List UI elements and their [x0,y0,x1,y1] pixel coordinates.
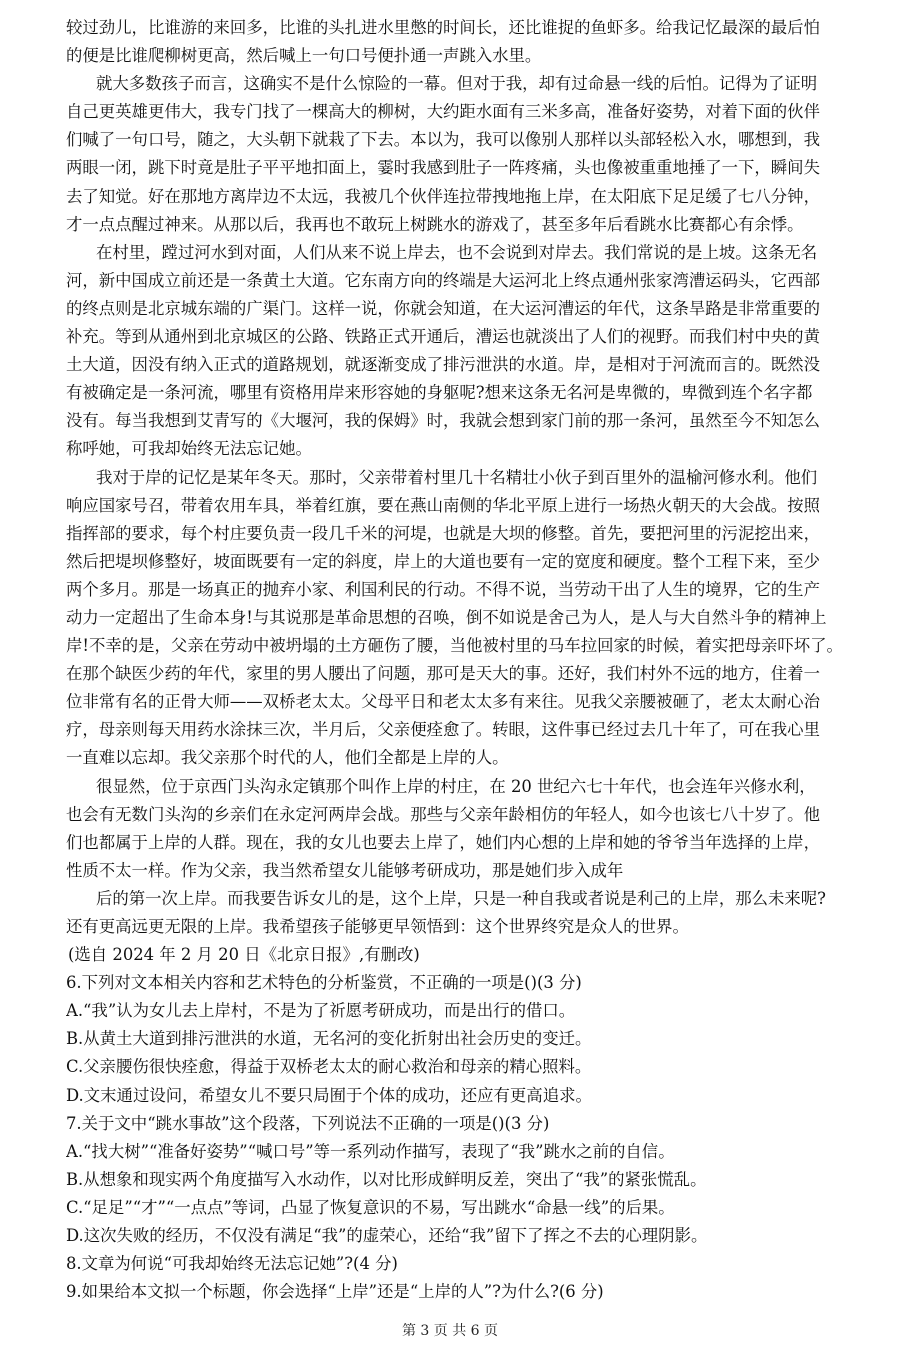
question-9: 9.如果给本文拟一个标题，你会选择“上岸”还是“上岸的人”?为什么?(6 分) [66,1282,604,1302]
body-line: 没有。每当我想到艾青写的《大堰河，我的保姆》时，我就会想到家门前的那一条河，虽然至今不知怎么 [66,411,820,431]
question-8: 8.文章为何说“可我却始终无法忘记她”?(4 分) [66,1254,398,1274]
body-line: 去了知觉。好在那地方离岸边不太远，我被几个伙伴连拉带拽地拖上岸，在太阳底下足足缓了七八分钟， [66,186,820,206]
option-6b: B.从黄土大道到排污泄洪的水道，无名河的变化折射出社会历史的变迁。 [66,1029,592,1049]
body-line: 性质不太一样。作为父亲，我当然希望女儿能够考研成功，那是她们步入成年 [66,860,624,880]
paragraph-start: 就大多数孩子而言，这确实不是什么惊险的一幕。但对于我，却有过命悬一线的后怕。记得为了证明 [96,74,818,94]
paragraph-start: 后的第一次上岸。而我要告诉女儿的是，这个上岸，只是一种自我或者说是利己的上岸，那么未来呢? [96,888,826,908]
body-line: 一直难以忘却。我父亲那个时代的人，他们全都是上岸的人。 [66,748,509,768]
option-6c: C.父亲腰伤很快痊愈，得益于双桥老太太的耐心救治和母亲的精心照料。 [66,1057,592,1077]
body-line: 河，新中国成立前还是一条黄土大道。它东南方向的终端是大运河北上终点通州张家湾漕运码头，它西部 [66,270,820,290]
question-7: 7.关于文中“跳水事故”这个段落，下列说法不正确的一项是()(3 分) [66,1113,550,1133]
option-6a: A.“我”认为女儿去上岸村，不是为了祈愿考研成功，而是出行的借口。 [66,1001,576,1021]
body-line: 两眼一闭，跳下时竟是肚子平平地扣面上，霎时我感到肚子一阵疼痛，头也像被重重地捶了一下，瞬间失 [66,158,820,178]
body-line: 较过劲儿，比谁游的来回多，比谁的头扎进水里憋的时间长，还比谁捉的鱼虾多。给我记忆最深的最后怕 [66,18,820,37]
body-line: 还有更高远更无限的上岸。我希望孩子能够更早领悟到：这个世界终究是众人的世界。 [66,917,689,936]
body-line: 然后把堤坝修整好，坡面既要有一定的斜度，岸上的大道也要有一定的宽度和硬度。整个工程下来，至少 [66,551,820,571]
body-line: 指挥部的要求，每个村庄要负责一段几千米的河堤，也就是大坝的修整。首先，要把河里的污泥挖出来， [66,523,820,543]
page-footer: 第 3 页 共 6 页 [401,1323,499,1339]
body-line: 动力一定超出了生命本身!与其说那是革命思想的召唤，倒不如说是舍己为人，是人与大自然斗争的精神上 [66,607,827,627]
paragraph-start: 我对于岸的记忆是某年冬天。那时，父亲带着村里几十名精壮小伙子到百里外的温榆河修水利。他们 [96,467,818,487]
body-line: 在那个缺医少药的年代，家里的男人腰出了问题，那可是天大的事。还好，我们村外不远的地方，住着一 [66,664,820,684]
body-line: 响应国家号召，带着农用车具，举着红旗，要在燕山南侧的华北平原上进行一场热火朝天的大会战。按照 [66,495,820,515]
question-6: 6.下列对文本相关内容和艺术特色的分析鉴赏，不正确的一项是()(3 分) [66,973,582,993]
body-line: 两个多月。那是一场真正的抛弃小家、利国利民的行动。不得不说，当劳动干出了人生的境界，它的生产 [66,579,820,599]
body-line: 们喊了一句口号，随之，大头朝下就栽了下去。本以为，我可以像别人那样以头部轻松入水，哪想到，我 [66,130,820,150]
body-line: 疗，母亲则每天用药水涂抹三次，半月后，父亲便痊愈了。转眼，这件事已经过去几十年了，可在我心里 [66,720,820,740]
option-7b: B.从想象和现实两个角度描写入水动作，以对比形成鲜明反差，突出了“我”的紧张慌乱。 [66,1169,707,1189]
body-line: 位非常有名的正骨大师——双桥老太太。父母平日和老太太多有来往。见我父亲腰被砸了，老太太耐心治 [66,692,820,712]
body-line: 自己更英雄更伟大，我专门找了一棵高大的柳树，大约距水面有三米多高，准备好姿势，对着下面的伙伴 [66,102,820,122]
body-line: 的终点则是北京城东端的广渠门。这样一说，你就会知道，在大运河漕运的年代，这条旱路是非常重要的 [66,298,820,318]
option-7d: D.这次失败的经历，不仅没有满足“我”的虚荣心，还给“我”留下了挥之不去的心理阴影。 [66,1226,708,1246]
body-line: 才一点点醒过神来。从那以后，我再也不敢玩上树跳水的游戏了，甚至多年后看跳水比赛都心有余悸。 [66,214,804,234]
source-note: (选自 2024 年 2 月 20 日《北京日报》,有删改) [68,945,420,965]
option-7a: A.“找大树”“准备好姿势”“喊口号”等一系列动作描写，表现了“我”跳水之前的自信。 [66,1141,675,1161]
body-line: 岸!不幸的是，父亲在劳动中被坍塌的土方砸伤了腰，当他被村里的马车拉回家的时候，着实把母亲吓坏了。 [66,636,843,656]
exam-page [66,14,866,1306]
paragraph-start: 很显然，位于京西门头沟永定镇那个叫作上岸的村庄，在 20 世纪六七十年代，也会连年兴修水利， [96,776,816,796]
body-line: 们也都属于上岸的人群。现在，我的女儿也要去上岸了，她们内心想的上岸和她的爷爷当年选择的上岸， [66,832,820,852]
option-7c: C.“足足”“才”“一点点”等词，凸显了恢复意识的不易，写出跳水“命悬一线”的后果。 [66,1197,675,1217]
body-line: 有被确定是一条河流，哪里有资格用岸来形容她的身躯呢?想来这条无名河是卑微的，卑微到连个名字都 [66,383,813,403]
body-line: 土大道，因没有纳入正式的道路规划，就逐渐变成了排污泄洪的水道。岸，是相对于河流而言的。既然没 [66,355,820,375]
body-line: 称呼她，可我却始终无法忘记她。 [66,439,312,459]
paragraph-start: 在村里，蹚过河水到对面，人们从来不说上岸去，也不会说到对岸去。我们常说的是上坡。这条无名 [96,242,818,262]
body-line: 的便是比谁爬柳树更高，然后喊上一句口号便扑通一声跳入水里。 [66,46,542,66]
body-line: 补充。等到从通州到北京城区的公路、铁路正式开通后，漕运也就淡出了人们的视野。而我们村中央的黄 [66,327,820,347]
body-line: 也会有无数门头沟的乡亲们在永定河两岸会战。那些与父亲年龄相仿的年轻人，如今也该七八十岁了。他 [66,804,820,824]
option-6d: D.文末通过设问，希望女儿不要只局囿于个体的成功，还应有更高追求。 [66,1085,592,1105]
